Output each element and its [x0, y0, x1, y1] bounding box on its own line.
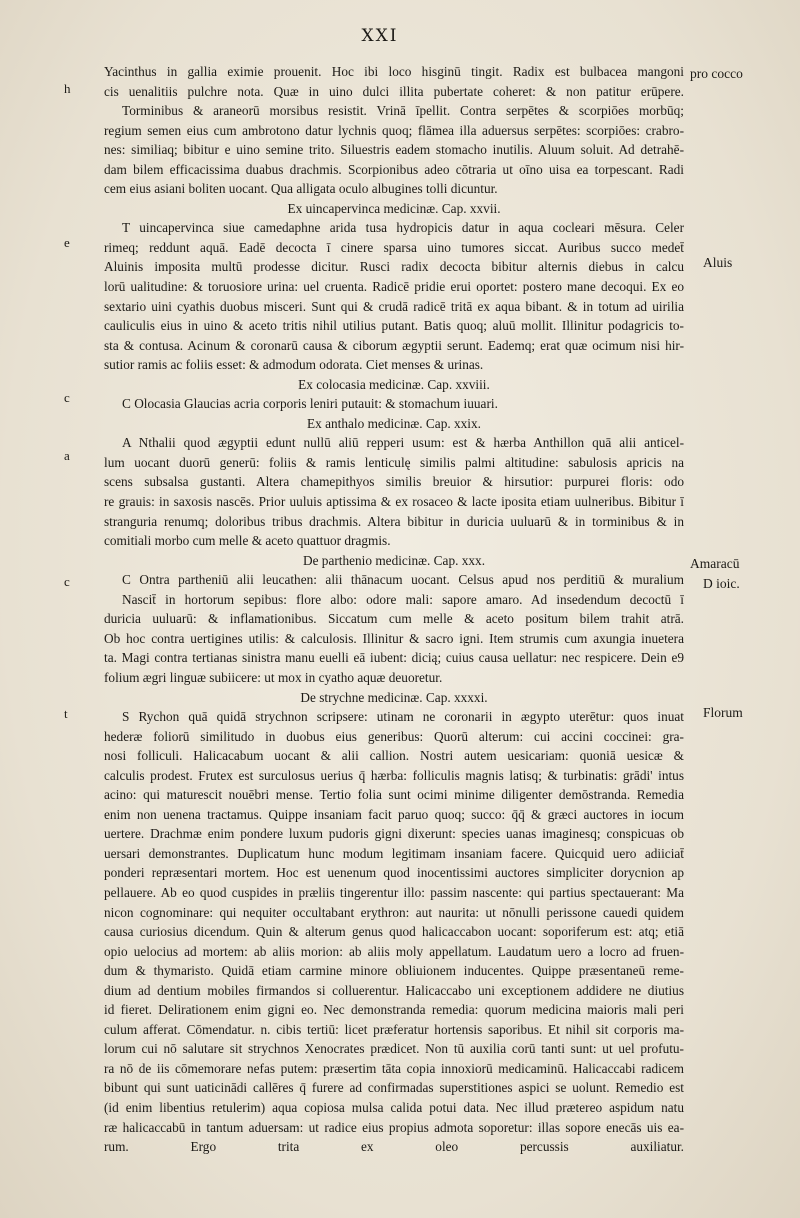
text-line: hederæ foliorū similitudo in duobus eius generibus: Quorū alterum: cui accini coccinei: gra-: [104, 728, 684, 744]
text-line: lorum cui nō salutare sit strychnos Xenocrates prædicet. Non tū auxilia corū tanti sunt: ut uel profutu-: [104, 1041, 684, 1057]
text-line: (id enim libentius retulerim) aqua copiosa mulsa calida potui data. Nec illud prætereo aspidum natu: [104, 1099, 684, 1115]
text-line: lorū ualitudine: & toruosiore urina: uel cruenta. Radicē pridie erui oportet: postero mane decoqui. Ex eo: [104, 279, 684, 295]
text-line: sextario uini cyathis duobus misceri. Sunt qui & crudā radicē tritā ex aqua bibant. & in totum ad uirilia: [104, 298, 684, 314]
text-column: [104, 62, 684, 1196]
text-line: nes: similiaq; bibitur e uino semine trito. Siluestris eadem stomacho inutilis. Aluum soluit. Ad detrahē-: [104, 142, 684, 158]
text-line: uersari demonstrantes. Duplicatum hunc modum legitimam insaniam facere. Quicquid uero adiiciat̄: [104, 845, 684, 861]
text-line: Nascit̄ in hortorum sepibus: flore albo: odore mali: sapore amaro. Ad insedendum decoctū ī: [122, 591, 684, 607]
left-marker-h: h: [64, 81, 71, 96]
text-line: ponderi repræsentari mortem. Hoc est uenenum quod inocentissimi auctores simpliciter dorycnion ap: [104, 865, 684, 881]
text-line: cis uenalitiis pulchre nota. Quæ in uino dulci illita pubertate coheret: & non patitur erūpere.: [104, 83, 684, 99]
text-line: cauliculis eius in uino & aceto tritis nihil utilius putant. Batis quoq; aluū mollit. Illinitur podagricis to-: [104, 318, 684, 334]
text-line: Ob hoc contra uertigines utilis: & calculosis. Illinitur & sacro igni. Item strumis cum axungia inuetera: [104, 630, 684, 646]
text-line: sutior ramis ac foliis esset: & admodum odorata. Ciet menses & urinas.: [104, 357, 484, 373]
chapter-heading: De strychne medicinæ. Cap. xxxxi.: [300, 689, 488, 705]
margin-note-amaracu: Amaracū: [690, 556, 740, 571]
text-line: culum afferat. Cōmendatur. n. cibis tertiū: licet præferatur hortensis saporibus. Et nihil sit corporis ma-: [104, 1021, 684, 1037]
text-line: Yacinthus in gallia eximie prouenit. Hoc ibi loco hisginū tingit. Radix est bulbacea mangoni: [104, 64, 684, 79]
left-marker-t: t: [64, 706, 68, 721]
text-line: rimeq; reddunt aquā. Eadē decocta ī cinere sparsa uino tumores siccat. Auribus succo medet̄: [104, 239, 684, 255]
margin-note-dioic: D ioic.: [703, 576, 740, 591]
text-line: stranguria renumq; doloribus tribus drachmis. Altera bibitur in duricia uuluarū & in torminibus & in: [104, 513, 684, 529]
text-line: [104, 1157, 684, 1177]
text-line: bibunt qui sunt uaticinādi callēres q̄ furere ad confirmadas superstitiones aspici se uolunt. Remedio est: [104, 1080, 684, 1096]
text-line: T uincapervinca siue camedaphne arida tusa hydropicis datur in aqua cocleari mēsura. Celer: [122, 220, 684, 236]
margin-note-aluis: Aluis: [703, 255, 733, 270]
text-line: dium ad dentium mobiles firmandos si colluerentur. Halicaccabo uni exceptionem addidere ne diutius: [104, 982, 684, 998]
left-marker-c2: c: [64, 574, 70, 589]
text-line: re grauis: in saxosis nascēs. Prior uuluis aptissima & ex rosaceo & lacte iposita etiam uulneribus. Bibitur ī: [104, 494, 684, 510]
left-marker-a: a: [64, 448, 70, 463]
text-line: A Nthalii quod ægyptii edunt nullū aliū repperi usum: est & hærba Anthillon quā alii anticel-: [122, 435, 684, 451]
text-line: sta & contusa. Acinum & coronarū causa & ciborum ægyptii serunt. Eademq; erat quæ ocimum nisi hir-: [104, 337, 684, 353]
text-line: duricia uuluarū: & inflamationibus. Siccatum cum melle & aceto positum bilem trahit atrā.: [104, 611, 684, 627]
text-line: [104, 1176, 684, 1196]
chapter-heading: Ex uincapervinca medicinæ. Cap. xxvii.: [287, 200, 501, 216]
text-line: regium semen eius cum ambrotono datur lychnis quoq; flāmea illa aduersus serpētes: scorpiōes: crabro-: [104, 122, 684, 138]
text-line: C Ontra partheniū alii leucathen: alii thānacum uocant. Celsus apud nos perditiū & muralium: [122, 572, 684, 588]
text-line: lum uocant duorū generū: foliis & ramis lenticulę similis palmi altitudine: sabulosis apricis na: [104, 454, 684, 470]
text-line: comitiali morbo cum melle & aceto quattuor dragmis.: [104, 533, 391, 549]
text-line: Aluinis imposita multū prodesse dicitur. Rusci radix decocta bibitur alternis diebus in calcu: [104, 259, 684, 275]
text-line: acino: qui maturescit nouēbri mense. Tertio folia sunt ocimi minime diligenter demōstranda. Remedia: [104, 787, 684, 803]
text-line: ta. Magi contra tertianas sinistra manu euelli eā iubent: dicią; cuius causa uellatur: nec respicere. Dein e9: [104, 650, 684, 666]
text-line: id fieret. Delirationem enim gigni eo. Nec demonstranda remedia: quorum medicina maioris mali peri: [104, 1002, 684, 1018]
text-line: S Rychon quā quidā strychnon scripsere: utinam ne coronarii in ægypto uterētur: quos inuat: [122, 709, 684, 725]
chapter-heading: Ex colocasia medicinæ. Cap. xxviii.: [298, 376, 490, 392]
text-line: pellauere. Ab eo quod cuspides in præliis tingerentur illo: passim nascente: qui partius spectauerant: Ma: [104, 884, 684, 900]
margin-note-pro-cocco: pro cocco: [690, 66, 743, 81]
text-line: dum & thymaristo. Quidā etiam carmine minore obliuionem inducentes. Quippe præsentaneū reme-: [104, 963, 684, 979]
text-line: causa curiosius dicendum. Quin & alterum genus quod halicaccabon uocant: soporiferum est: atq; etiā: [104, 924, 684, 940]
chapter-heading: De parthenio medicinæ. Cap. xxx.: [302, 552, 486, 568]
text-line: ræ halicaccabū in tantum aduersam: ut radice eius propius admota soporetur: illas sopore enecās uis ea-: [104, 1119, 684, 1135]
text-line: ra nō de iis cōmemorare nefas putem: præsertim tāta copia innoxiorū medicaminū. Halicaccabi radicem: [104, 1060, 684, 1076]
text-line: scens subsalsa gustanti. Altera chamepithyos similis breuior & hirsutior: purpurei floris: odo: [104, 474, 684, 490]
text-line: enim non uenena tractamus. Quippe insaniam facit paruo quoq; succo: q̄q̄ & græci auctores in iocum: [104, 806, 684, 822]
text-line: C Olocasia Glaucias acria corporis leniri putauit: & stomachum iuuari.: [122, 396, 498, 412]
text-line: Torminibus & araneorū morsibus resistit. Vrinā īpellit. Contra serpētes & scorpiōes morbūq;: [122, 103, 684, 119]
text-line: nosi folliculi. Halicacabum uocant & alii callion. Nostri autem uesicariam: quoniā uesicæ &: [104, 748, 684, 764]
text-line: nicon cognominare: qui nequiter occultabant erythron: aut naurita: ut nōnulli perissone cauedi quidem: [104, 904, 684, 920]
margin-note-florum: Florum: [703, 705, 743, 720]
text-line: cem eius asiani boliten uocant. Qua alligata oculo albugines tolli dicuntur.: [104, 181, 498, 197]
left-marker-c: c: [64, 390, 70, 405]
text-line: folium ægri linguæ subiicere: ut mox in cyatho aquæ deuoretur.: [104, 669, 443, 685]
chapter-heading: Ex anthalo medicinæ. Cap. xxix.: [307, 415, 481, 431]
text-line: rum. Ergo trita ex oleo percussis auxiliatur.: [104, 1139, 684, 1155]
text-line: uertere. Drachmæ enim pondere luxum pudoris gigni dixerunt: species uanas imaginesq; conspicuas ob: [104, 826, 684, 842]
folio-number: XXI: [361, 26, 399, 46]
text-line: calculis prodest. Frutex est surculosus uerius q̄ hærba: folliculis magnis latisq; & turbinatis: grādi' intus: [104, 767, 684, 783]
text-line: opio uelocius ad mortem: ab aliis morion: ab aliis moly appellatum. Laudatum uero a locro ad fruen-: [104, 943, 684, 959]
text-line: dam bilem efficacissima duabus drachmis. Scorpionibus adeo cōtraria ut oīno uisa ea torpescant. Radi: [104, 161, 684, 177]
left-marker-e: e: [64, 235, 70, 250]
